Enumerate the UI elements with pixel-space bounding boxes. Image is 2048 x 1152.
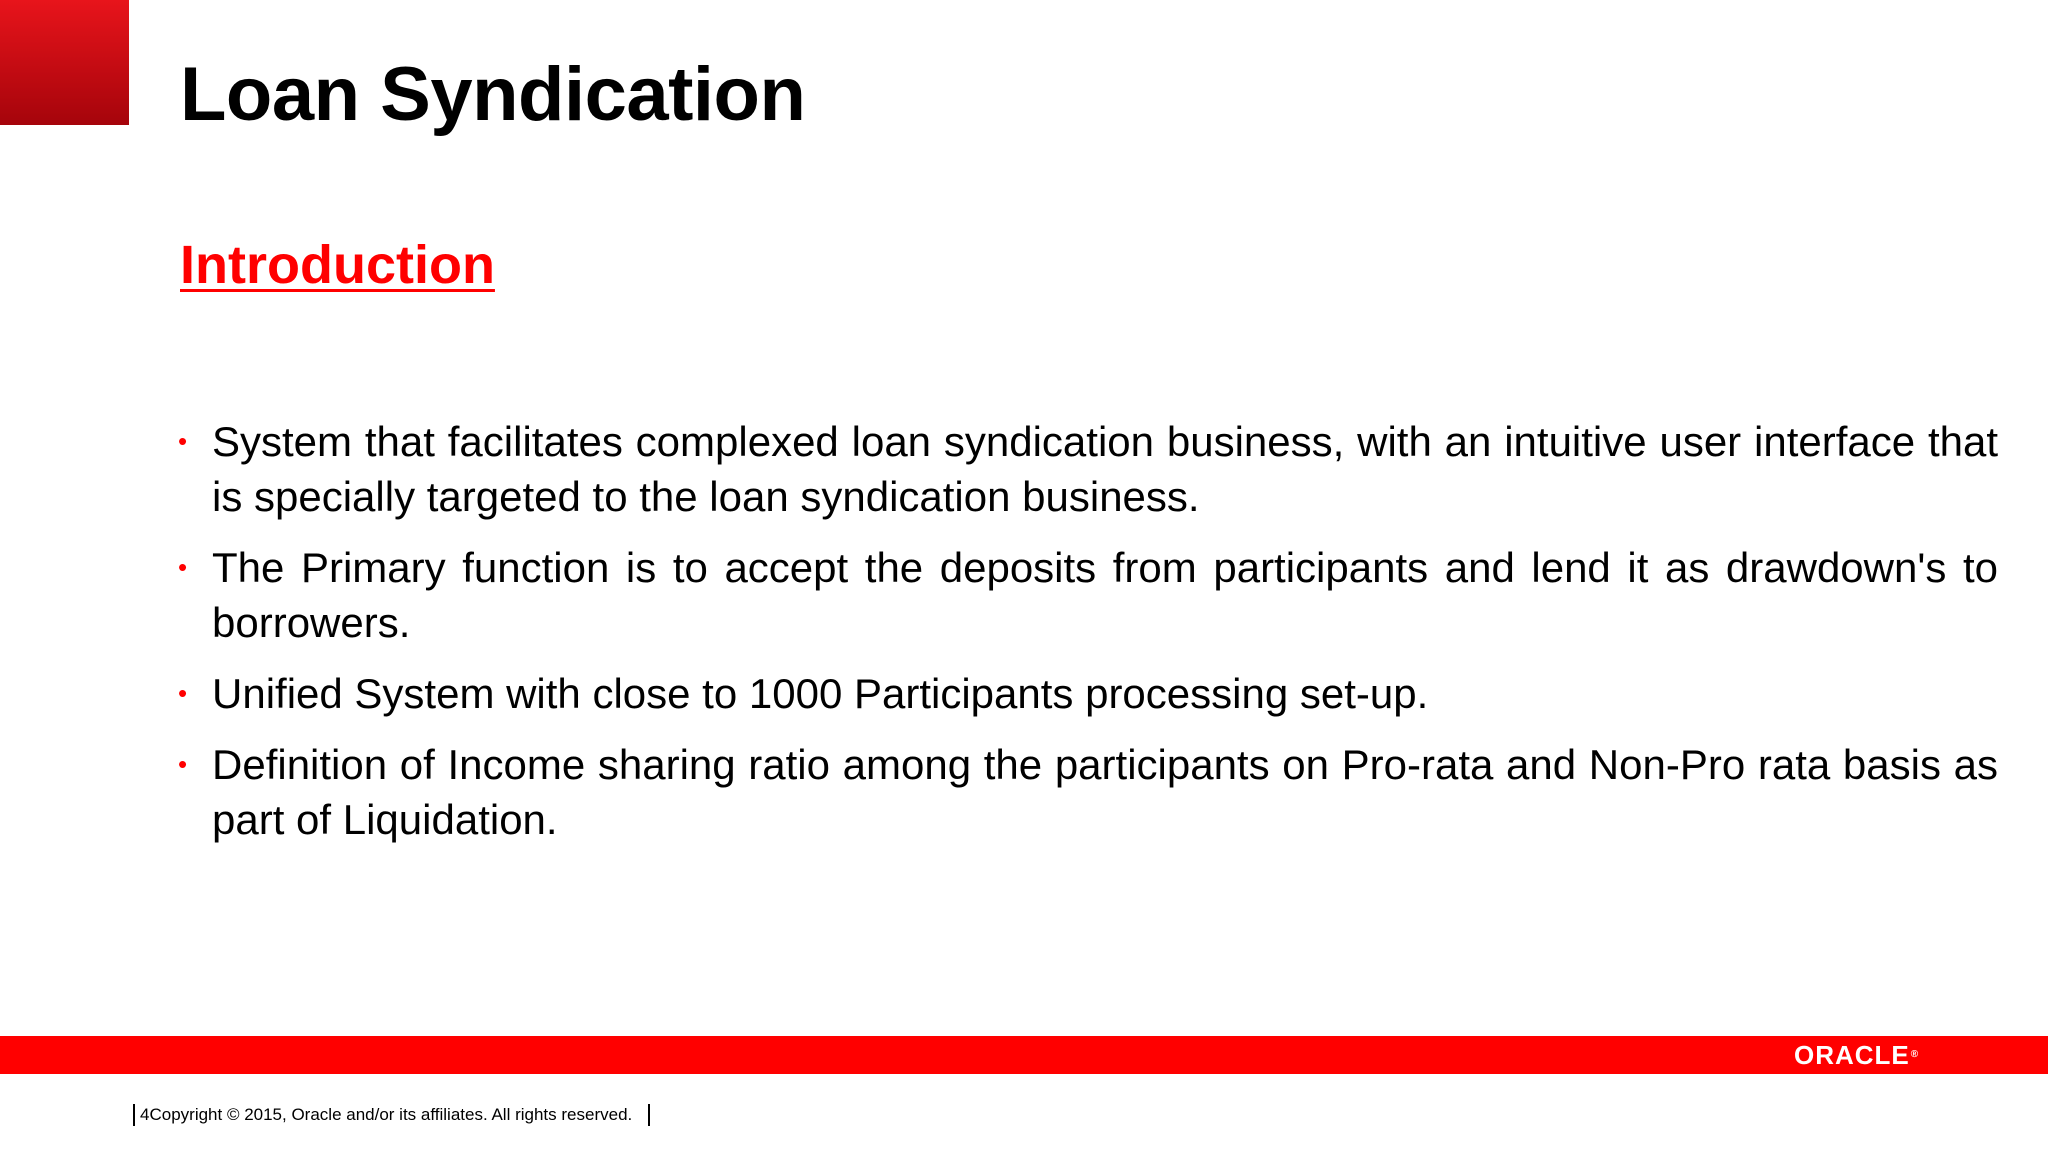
slide-title: Loan Syndication [180,52,806,137]
oracle-logo-text: ORACLE [1794,1040,1910,1070]
bullet-dot-icon: • [178,426,188,456]
copyright-text: Copyright © 2015, Oracle and/or its affiliates. All rights reserved. [149,1105,633,1124]
bullet-item [178,737,1998,847]
footer-red-bar [0,1036,2048,1074]
bullet-text: Definition of Income sharing ratio among the participants on Pro-rata and Non-Pro rata basis as part of Liquidation. [212,741,1998,843]
page-number: 4 [140,1105,150,1124]
bullet-item [178,414,1998,524]
bullet-text: The Primary function is to accept the deposits from participants and lend it as drawdown's to borrowers. [212,544,1998,646]
bullet-dot-icon: • [178,552,188,582]
bullet-dot-icon: • [178,678,188,708]
corner-accent-block [0,0,129,125]
bullet-text: System that facilitates complexed loan syndication business, with an intuitive user interface that is specially targeted to the loan syndication business. [212,418,1998,520]
registered-mark: ® [1910,1049,1920,1060]
footer-divider-left [133,1104,135,1126]
footer-text [140,1104,632,1126]
bullet-item [178,666,1998,721]
bullet-item [178,540,1998,650]
section-heading: Introduction [180,235,495,295]
oracle-logo [1794,1040,1954,1070]
bullet-dot-icon: • [178,749,188,779]
bullet-list [178,414,1998,863]
bullet-text: Unified System with close to 1000 Participants processing set-up. [212,670,1429,717]
footer-divider-right [648,1104,650,1126]
